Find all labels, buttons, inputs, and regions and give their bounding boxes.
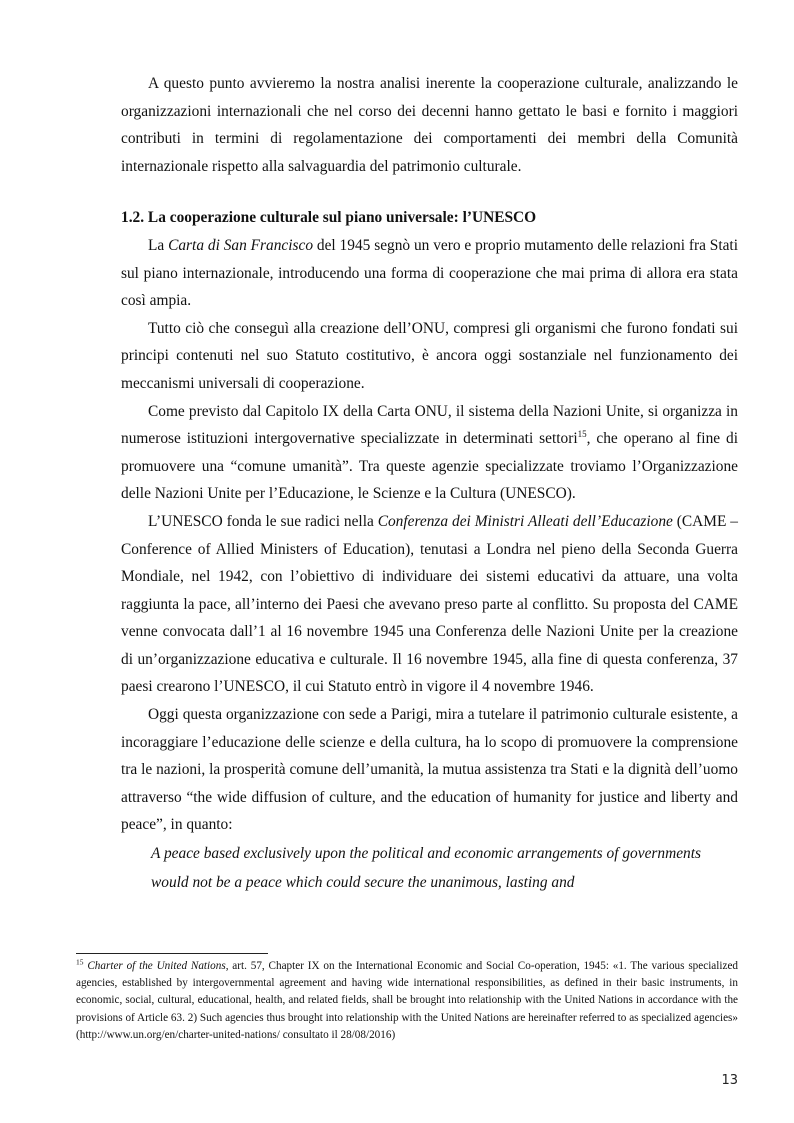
paragraph-capitolo-post: , che operano al fine di promuovere una “comune umanità”. Tra queste agenzie specializzate troviamo l’Organizzazione delle Nazioni Unite per l’Educazione, le Scienze e la Cultura (UNESCO).	[121, 430, 738, 503]
footnote-divider	[76, 953, 268, 954]
intro-paragraph: A questo punto avvieremo la nostra analisi inerente la cooperazione culturale, analizzando le organizzazioni internazionali che nel corso dei decenni hanno gettato le basi e fornito i maggiori contributi in termini di regolamentazione dei comportamenti dei membri della Comunità internazionale rispetto alla salvaguardia del patrimonio culturale.	[121, 75, 738, 175]
paragraph-carta-pre: La	[148, 236, 169, 254]
paragraph-capitolo-pre: Come previsto dal Capitolo IX della Carta ONU, il sistema della Nazioni Unite, si organizza in numerose istituzioni intergovernative specializzate in determinati settori	[121, 402, 738, 448]
footnote-text: , art. 57, Chapter IX on the International Economic and Social Co-operation, 1945: «1. The various specialized agencies, established by intergovernmental agreement and having wide international responsibilities, as defined in their basic instruments, in economic, social, cultural, educational, health, and related fields, shall be brought into relationship with the United Nations in accordance with the provisions of Article 63. 2) Such agencies thus brought into relationship with the United Nations are hereinafter referred to as specialized agencies» (http://www.un.org/en/charter-united-nations/ consultato il 28/08/2016)	[76, 960, 739, 1041]
paragraph-unesco-origin-post: (CAME – Conference of Allied Ministers of Education), tenutasi a Londra nel pieno della Seconda Guerra Mondiale, nel 1942, con l’obiettivo di individuare dei sistemi educativi da attuare, una volta raggiunta la pace, all’interno dei Paesi che avevano preso parte al conflitto. Su proposta del CAME venne convocata dall’1 al 16 novembre 1945 una Conferenza delle Nazioni Unite per la creazione di un’organizzazione educativa e culturale. Il 16 novembre 1945, alla fine di questa conferenza, 37 paesi crearono l’UNESCO, il cui Statuto entrò in vigore il 4 novembre 1946.	[121, 512, 738, 696]
footnote-number: 15	[76, 957, 84, 967]
page-number: 13	[721, 1073, 738, 1088]
paragraph-unesco-origin-pre: L’UNESCO fonda le sue radici nella	[148, 512, 378, 530]
paragraph-unesco-origin	[121, 508, 738, 701]
came-title: Conferenza dei Ministri Alleati dell’Educazione	[377, 512, 673, 530]
paragraph-capitolo	[121, 398, 738, 508]
footnote	[76, 958, 738, 1044]
block-quote: A peace based exclusively upon the political and economic arrangements of governments would not be a peace which could secure the unanimous, lasting and	[151, 845, 701, 892]
body-text	[121, 70, 738, 897]
footnote-ref[interactable]: 15	[577, 429, 587, 439]
paragraph-carta	[121, 232, 738, 315]
carta-title: Carta di San Francisco	[168, 236, 314, 254]
paragraph-onu: Tutto ciò che conseguì alla creazione dell’ONU, compresi gli organismi che furono fondati sui principi contenuti nel suo Statuto costitutivo, è ancora oggi sostanziale nel funzionamento dei meccanismi universali di cooperazione.	[121, 319, 738, 392]
paragraph-carta-post: del 1945 segnò un vero e proprio mutamento delle relazioni fra Stati sul piano internazionale, introducendo una forma di cooperazione che mai prima di allora era stata così ampia.	[121, 236, 738, 310]
section-heading: 1.2. La cooperazione culturale sul piano universale: l’UNESCO	[121, 209, 537, 227]
paragraph-unesco-today: Oggi questa organizzazione con sede a Parigi, mira a tutelare il patrimonio culturale esistente, a incoraggiare l’educazione delle scienze e della cultura, ha lo scopo di promuovere la comprensione tra le nazioni, la prosperità comune dell’umanità, la mutua assistenza tra Stati e la dignità dell’uomo attraverso “the wide diffusion of culture, and the education of humanity for justice and liberty and peace”, in quanto:	[121, 706, 738, 834]
footnote-title: Charter of the United Nations	[87, 960, 226, 972]
